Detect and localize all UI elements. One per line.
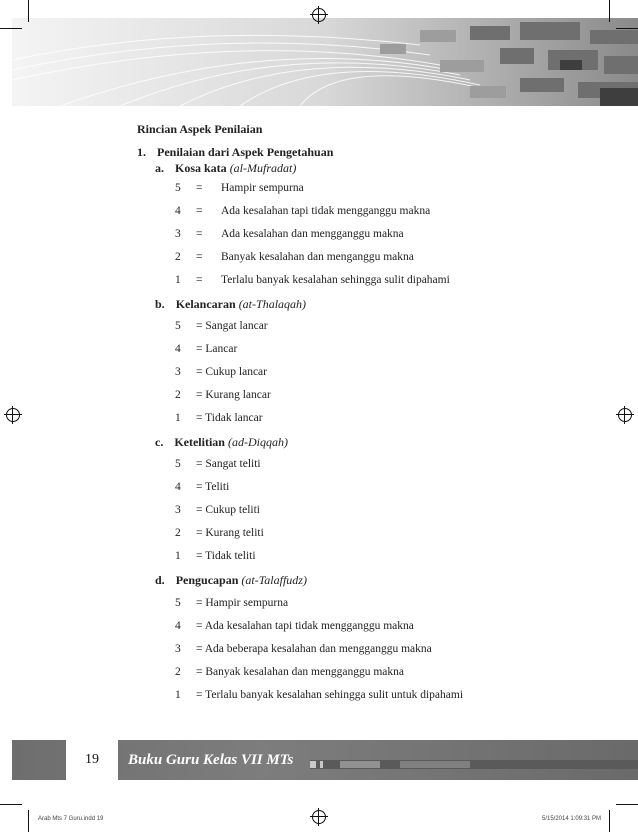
subsection-subtitle: (at-Talaffudz) [241, 573, 307, 587]
page-heading: Rincian Aspek Penilaian [137, 122, 263, 136]
subsection-title: Kelancaran [175, 297, 236, 311]
section-1-heading [137, 145, 333, 160]
footer-stripes [310, 756, 638, 765]
crop-mark [0, 28, 22, 29]
registration-mark-icon [312, 810, 326, 824]
section-number: 1. [137, 145, 146, 159]
subsection-subtitle: (ad-Diqqah) [227, 435, 288, 449]
crop-mark [0, 804, 22, 805]
book-title: Buku Guru Kelas VII MTs [128, 752, 294, 768]
subsection-letter: d. [155, 573, 165, 587]
crop-mark [616, 804, 638, 805]
registration-mark-icon [6, 408, 20, 422]
subsection-a-heading [155, 161, 296, 176]
crop-mark [609, 0, 610, 22]
crop-mark [609, 810, 610, 832]
page-number: 19 [66, 740, 118, 780]
crop-mark [28, 810, 29, 832]
subsection-letter: c. [155, 435, 164, 449]
registration-mark-icon [618, 408, 632, 422]
subsection-letter: b. [155, 297, 165, 311]
subsection-c-heading [155, 435, 288, 450]
subsection-subtitle: (al-Mufradat) [229, 161, 297, 175]
file-slug: Arab Mts 7 Guru.indd 19 [38, 816, 104, 822]
subsection-title: Ketelitian [174, 435, 225, 449]
subsection-title: Kosa kata [175, 161, 227, 175]
subsection-b-heading [155, 297, 306, 312]
crop-mark [28, 0, 29, 22]
subsection-title: Pengucapan [175, 573, 239, 587]
registration-mark-icon [312, 8, 326, 22]
subsection-letter: a. [155, 161, 164, 175]
crop-mark [616, 28, 638, 29]
subsection-d-heading [155, 573, 307, 588]
section-title: Penilaian dari Aspek Pengetahuan [157, 145, 334, 159]
date-slug: 5/15/2014 1:09:31 PM [542, 816, 602, 822]
subsection-subtitle: (at-Thalaqah) [238, 297, 307, 311]
